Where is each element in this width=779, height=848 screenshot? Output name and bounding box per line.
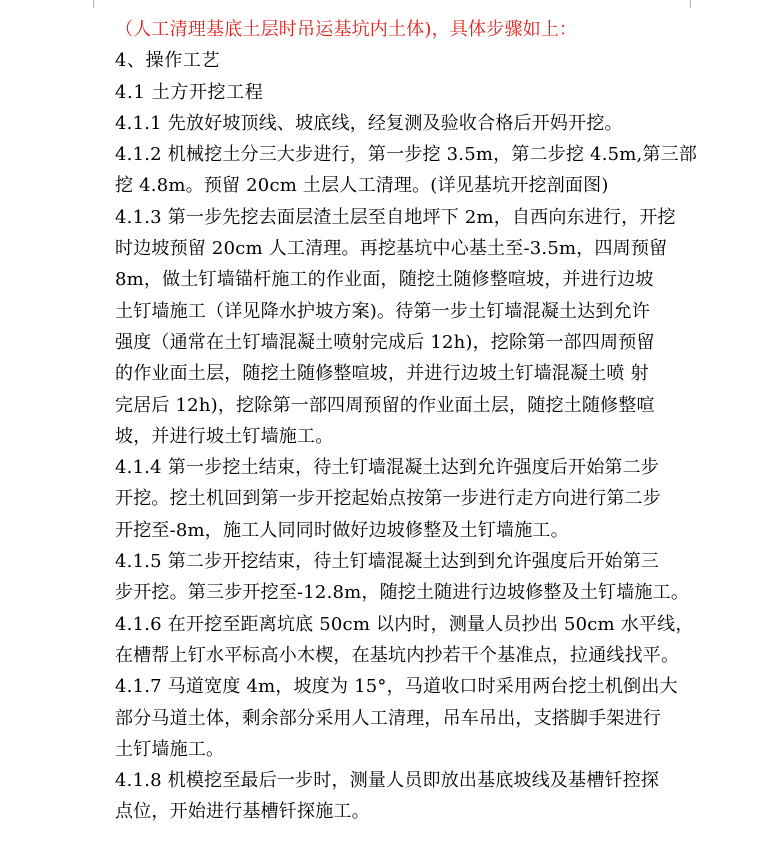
document-body — [115, 14, 698, 828]
paragraph-line: 点位，开始进行基槽钎探施工。 — [115, 801, 370, 823]
paragraph-line: 4.1.8 机模挖至最后一步时，测量人员即放出基底坡线及基槽钎控探 — [115, 770, 660, 792]
paragraph-line: 4.1.7 马道宽度 4m，坡度为 15°，马道收口时采用两台挖土机倒出大 — [115, 676, 678, 698]
paragraph-line: 4.1.2 机械挖土分三大步进行，第一步挖 3.5m，第二步挖 4.5m,第三部 — [115, 144, 698, 166]
page-corner-mark-left — [93, 0, 94, 8]
paragraph-line: 的作业面土层，随挖土随修整喧坡，并进行边坡土钉墙混凝土喷 射 — [115, 363, 649, 385]
paragraph-line: 4.1.6 在开挖至距离坑底 50cm 以内时，测量人员抄出 50cm 水平线， — [115, 613, 694, 635]
paragraph-line: 坡，并进行坡土钉墙施工。 — [115, 425, 334, 447]
paragraph-line: 开挖至-8m，施工人同同时做好边坡修整及土钉墙施工。 — [115, 519, 569, 541]
paragraph-line: 4.1.3 第一步先挖去面层渣土层至自地坪下 2m，自西向东进行，开挖 — [115, 206, 676, 228]
paragraph-line: 挖 4.8m。预留 20cm 土层人工清理。(详见基坑开挖剖面图) — [115, 175, 609, 197]
intro-note-line: （人工清理基底土层时吊运基坑内土体)，具体步骤如上： — [115, 19, 578, 40]
page-corner-mark-right — [690, 0, 691, 8]
paragraph-line: 部分马道土体，剩余部分采用人工清理，吊车吊出，支搭脚手架进行 — [115, 707, 661, 729]
paragraph-line: 土钉墙施工。 — [115, 738, 225, 760]
paragraph-line: 4.1.5 第二步开挖结束，待土钉墙混凝土达到到允许强度后开始第三 — [115, 551, 660, 573]
paragraph-line: 8m，做土钉墙锚杆施工的作业面，随挖土随修整喧坡，并进行边坡 — [115, 269, 654, 291]
paragraph-line: 时边坡预留 20cm 人工清理。再挖基坑中心基土至-3.5m，四周预留 — [115, 238, 668, 260]
paragraph-line: 土钉墙施工（详见降水护坡方案)。待第一步土钉墙混凝土达到允许 — [115, 300, 651, 322]
paragraph-line: 在槽帮上钉水平标高小木楔，在基坑内抄若干个基准点，拉通线找平。 — [115, 644, 680, 666]
paragraph-line: 4.1.1 先放好坡顶线、坡底线，经复测及验收合格后开妈开挖。 — [115, 112, 623, 134]
paragraph-line: 步开挖。第三步开挖至-12.8m，随挖土随进行边坡修整及土钉墙施工。 — [115, 582, 690, 604]
paragraph-line: 开挖。挖土机回到第一步开挖起始点按第一步进行走方向进行第二步 — [115, 488, 661, 510]
subsection-heading: 4.1 土方开挖工程 — [115, 81, 264, 103]
paragraph-line: 4.1.4 第一步挖土结束，待土钉墙混凝土达到允许强度后开始第二步 — [115, 457, 660, 479]
paragraph-line: 完居后 12h)，挖除第一部四周预留的作业面土层，随挖土随修整喧 — [115, 394, 655, 416]
paragraph-line: 强度（通常在土钉墙混凝土喷射完成后 12h)，挖除第一部四周预留 — [115, 331, 655, 353]
section-heading: 4、操作工艺 — [115, 50, 221, 72]
